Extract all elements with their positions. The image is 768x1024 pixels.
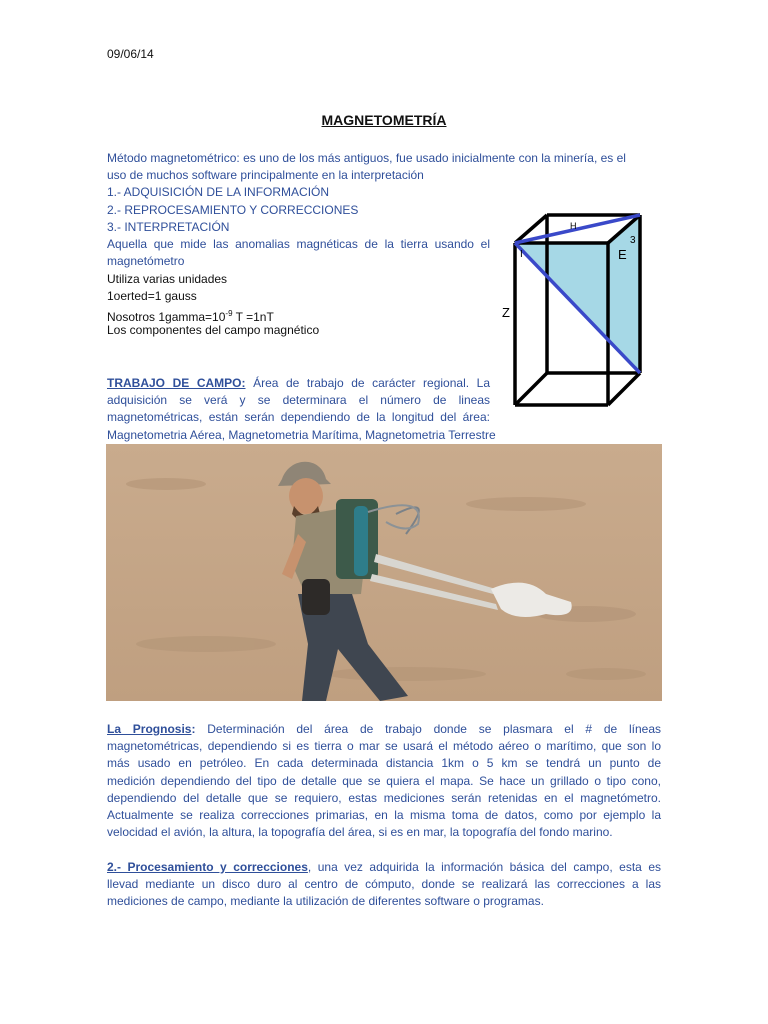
diagram-label: Z	[502, 305, 510, 320]
field-work-line	[107, 375, 490, 392]
document-title: MAGNETOMETRÍA	[321, 112, 447, 128]
unit-gamma-prefix: Nosotros 1gamma=10	[107, 310, 226, 324]
description-line: Aquella que mide las anomalias magnéticas de la tierra usando el	[107, 237, 490, 251]
unit-oersted: 1oerted=1 gauss	[107, 289, 197, 303]
intro-line: Método magnetométrico: es uno de los más antiguos, fue usado inicialmente con la minería, es el	[107, 151, 626, 165]
field-work-line: adquisición se verá y se determinara el número de lineas	[107, 393, 490, 407]
prognosis-line: dependiendo del detalle que se requiero, estas mediciones serán retenidas en el magnetómetro.	[107, 791, 661, 805]
field-survey-photo	[106, 444, 662, 701]
processing-heading: 2.- Procesamiento y correcciones	[107, 860, 308, 874]
diagram-label: I	[520, 249, 523, 260]
description-line: magnetómetro	[107, 254, 185, 268]
prognosis-heading: La Prognosis	[107, 722, 192, 736]
diagram-label: H	[570, 221, 577, 231]
processing-line: llevad mediante un disco duro al centro de cómputo, donde se realizará las correcciones a las	[107, 877, 661, 891]
prism-edge	[608, 373, 640, 405]
photo-illustration	[106, 444, 662, 701]
processing-text: , una vez adquirida la información básica del campo, esta es	[307, 860, 662, 874]
step-item: 2.- REPROCESAMIENTO Y CORRECCIONES	[107, 203, 359, 217]
unit-gamma-exponent: -9	[225, 309, 233, 318]
step-item: 3.- INTERPRETACIÓN	[107, 220, 230, 234]
diagram-label: 3	[630, 235, 636, 246]
processing-line: mediciones de campo, mediante la utilización de diferentes software o programas.	[107, 894, 544, 908]
units-heading: Utiliza varias unidades	[107, 272, 228, 286]
field-work-heading: TRABAJO DE CAMPO:	[107, 376, 246, 390]
prognosis-line: Actualmente se realiza correcciones primarias, en la misma toma de datos, como por ejemplo la	[107, 808, 661, 822]
components-line: Los componentes del campo magnético	[107, 323, 320, 337]
prognosis-line	[107, 721, 661, 738]
document-date: 09/06/14	[107, 47, 154, 61]
prognosis-colon: :	[191, 722, 196, 736]
processing-line	[107, 859, 661, 876]
step-item: 1.- ADQUISICIÓN DE LA INFORMACIÓN	[107, 185, 330, 199]
prism-edge	[515, 373, 547, 405]
prognosis-line: velocidad el avión, la altura, la topografía del área, si es en mar, la topografía del fondo marino.	[107, 825, 613, 839]
field-work-text: Área de trabajo de carácter regional. La	[245, 376, 490, 390]
magnetic-field-prism-diagram	[500, 205, 660, 415]
field-work-line: Magnetometria Aérea, Magnetometria Marítima, Magnetometria Terrestre	[107, 428, 496, 442]
unit-gamma-suffix: T =1nT	[232, 310, 274, 324]
field-work-line: magnetométricas, están serán dependiendo de la longitud del área:	[107, 410, 490, 424]
prognosis-text: Determinación del área de trabajo donde se plasmara el # de líneas	[195, 722, 662, 736]
prognosis-line: más usado en petróleo. En cada determinada distancia 1km o 5 km se tendrá un punto de	[107, 756, 661, 770]
prognosis-line: magnetométricas, dependiendo si es tierra o mar se usará el método aéreo o marítimo, que son lo	[107, 739, 661, 753]
prognosis-line: medición dependiendo del tipo de detalle que se quiera el mapa. Se hace un grillado o tipo cono,	[107, 774, 661, 788]
intro-line: uso de muchos software principalmente en la interpretación	[107, 168, 424, 182]
diagram-label: E	[618, 247, 627, 262]
